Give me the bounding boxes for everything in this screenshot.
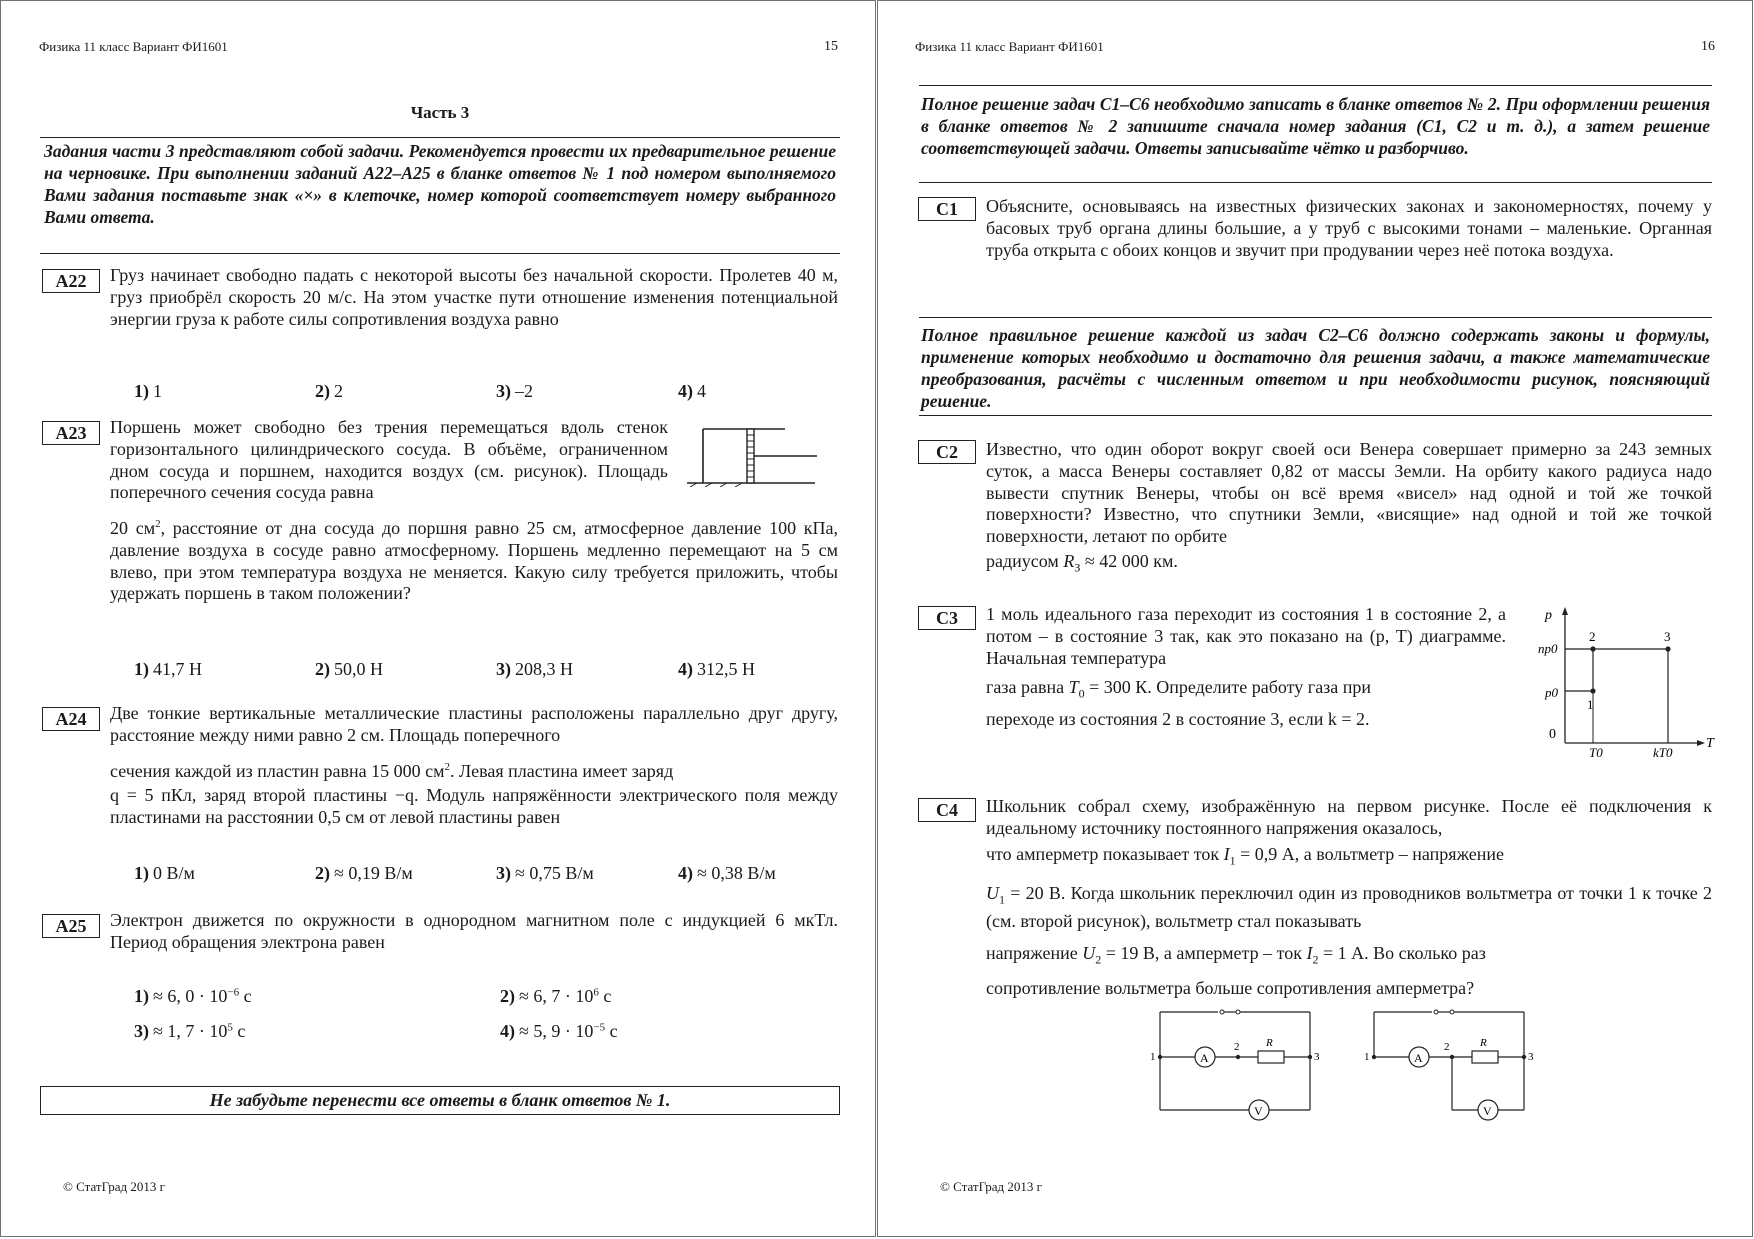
task-c4-text-5: сопротивление вольтметра больше сопротивления амперметра? xyxy=(986,978,1475,998)
task-c4-text-4: напряжение $U_2 = 19$ В, а амперметр – ток $I_2 = 1$ А. Во сколько раз xyxy=(986,943,1486,967)
option-a22-3: 3) –2 xyxy=(496,381,533,401)
origin-label: 0 xyxy=(1549,727,1556,742)
task-a22-text: Груз начинает свободно падать с некоторой высоты без начальной скорости. Пролетев 40 м, груз приобрёл скорость 20 м/с. На этом участке пути отношение изменения потенциальной энергии груза к работе силы сопротивления воздуха равно xyxy=(110,265,838,329)
option-a22-1: 1) 1 xyxy=(134,381,162,401)
answer-sheet-reminder: Не забудьте перенести все ответы в бланк ответов № 1. xyxy=(40,1086,840,1115)
c2-c6-instructions: Полное правильное решение каждой из задач С2–С6 должно содержать законы и формулы, применение которых необходимо и достаточно для решения задачи, а также математические преобразования, расчёты с численным ответом и при необходимости рисунок, поясняющий решение. xyxy=(921,325,1710,411)
state-point-2 xyxy=(1590,646,1595,651)
ammeter-label: A xyxy=(1414,1051,1423,1065)
option-a22-4: 4) 4 xyxy=(678,381,706,401)
node-3-label: 3 xyxy=(1528,1051,1534,1063)
task-c2-text: Известно, что один оборот вокруг своей оси Венера совершает примерно за 243 земных суток, а масса Венеры составляет 0,82 от массы Земли. На орбиту какого радиуса надо вывести спутник Венеры, чтобы он всё время «висел» над одной и той же точкой поверхности? Известно, что спутники Земли, «висящие» над одной и той же точкой поверхности, летают по орбите xyxy=(986,439,1712,547)
axis-label-t: T xyxy=(1706,736,1714,751)
divider xyxy=(919,182,1712,183)
task-tag-a22: A22 xyxy=(42,269,100,293)
option-a24-3: 3) ≈ 0,75 В/м xyxy=(496,863,594,883)
task-c4-text-1: Школьник собрал схему, изображённую на первом рисунке. После её подключения к идеальному источнику постоянного напряжения оказалось, xyxy=(986,796,1712,838)
page-number: 16 xyxy=(1701,39,1715,54)
task-c2-radius-line: радиусом $R_З \approx 42$ 000 км. xyxy=(986,551,1178,575)
pt-diagram xyxy=(1523,599,1723,759)
option-a25-4: 4) ≈ 5, $9 \cdot 10^{-5}$ с xyxy=(500,1021,618,1041)
option-a24-4: 4) ≈ 0,38 В/м xyxy=(678,863,776,883)
state-point-3 xyxy=(1665,646,1670,651)
tick-label-np0: np0 xyxy=(1538,641,1558,656)
task-c3-text-1: 1 моль идеального газа переходит из состояния 1 в состояние 2, а потом – в состояние 3 так, как это показано на (p, T) диаграмме. Начальная температура xyxy=(986,604,1506,668)
state-label-1: 1 xyxy=(1587,697,1594,712)
axis-label-p: p xyxy=(1545,608,1552,623)
piston-vessel-figure xyxy=(685,425,820,487)
divider xyxy=(919,415,1712,416)
task-tag-c2: C2 xyxy=(918,440,976,464)
divider xyxy=(919,85,1712,86)
part-title: Часть 3 xyxy=(410,103,470,122)
state-label-2: 2 xyxy=(1589,629,1596,644)
page-number: 15 xyxy=(824,39,838,54)
divider xyxy=(919,317,1712,318)
circuit-diagram-1 xyxy=(1146,1006,1326,1124)
c-part-instructions: Полное решение задач С1–С6 необходимо записать в бланке ответов № 2. При оформлении решения в бланке ответов № 2 запишите сначала номер задания (С1, С2 и т. д.), а затем решение соответствующей задачи. Ответы записывайте чётко и разборчиво. xyxy=(921,94,1710,158)
option-a23-1: 1) 41,7 Н xyxy=(134,659,202,679)
task-a24-text-2: сечения каждой из пластин равна 15 000 $см^2$. Левая пластина имеет заряд xyxy=(110,761,674,781)
option-a25-2: 2) ≈ 6, $7 \cdot 10^6$ с xyxy=(500,986,612,1006)
footer-copyright: © СтатГрад 2013 г xyxy=(940,1179,1042,1194)
resistor-label: R xyxy=(1480,1037,1487,1049)
task-c1-text: Объясните, основываясь на известных физических законах и закономерностях, почему у басовых труб органа длины большие, а у труб с высокими тонами – маленькие. Органная труба открыта с обоих концов и звучит при продувании через неё потока воздуха. xyxy=(986,196,1712,260)
state-point-1 xyxy=(1590,688,1595,693)
option-a23-4: 4) 312,5 Н xyxy=(678,659,755,679)
divider xyxy=(40,253,840,254)
task-a23-text-rest: 20 $см^2$, расстояние от дна сосуда до поршня равно 25 см, атмосферное давление 100 кПа, давление воздуха в сосуде равно атмосферному. Поршень медленно перемещают на 5 см влево, при этом температура воздуха не меняется. Какую силу требуется приложить, чтобы удержать поршень в таком положении? xyxy=(110,518,838,604)
tick-label-kt0: kT0 xyxy=(1653,745,1673,759)
divider xyxy=(40,137,840,138)
node-2-label: 2 xyxy=(1234,1041,1240,1053)
node-1-label: 1 xyxy=(1364,1051,1370,1063)
option-a24-1: 1) 0 В/м xyxy=(134,863,195,883)
task-c3-text-3: переходе из состояния 2 в состояние 3, если k = 2. xyxy=(986,709,1370,729)
task-c3-text-2: газа равна $T_0 = 300$ К. Определите работу газа при xyxy=(986,677,1372,701)
node-3-label: 3 xyxy=(1314,1051,1320,1063)
resistor-label: R xyxy=(1266,1037,1273,1049)
ammeter-label: A xyxy=(1200,1051,1209,1065)
voltmeter-label: V xyxy=(1483,1104,1492,1118)
task-tag-c3: C3 xyxy=(918,606,976,630)
tick-label-t0: T0 xyxy=(1589,745,1603,759)
circuit-diagram-2 xyxy=(1360,1006,1540,1124)
option-a24-2: 2) ≈ 0,19 В/м xyxy=(315,863,413,883)
task-tag-c4: C4 xyxy=(918,798,976,822)
task-c4-text-3: $U_1 = 20$ В. Когда школьник переключил один из проводников вольтметра от точки 1 к точке 2 (см. второй рисунок), вольтметр стал показывать xyxy=(986,883,1712,932)
option-a25-3: 3) ≈ 1, $7 \cdot 10^5$ с xyxy=(134,1021,246,1041)
tick-label-p0: p0 xyxy=(1545,685,1558,700)
footer-copyright: © СтатГрад 2013 г xyxy=(63,1179,165,1194)
voltmeter-label: V xyxy=(1254,1104,1263,1118)
option-a22-2: 2) 2 xyxy=(315,381,343,401)
option-a23-2: 2) 50,0 Н xyxy=(315,659,383,679)
right-page xyxy=(877,0,1753,1237)
task-tag-a25: A25 xyxy=(42,914,100,938)
task-a24-text-1: Две тонкие вертикальные металлические пластины расположены параллельно друг другу, расстояние между ними равно 2 см. Площадь поперечного xyxy=(110,703,838,745)
option-a25-1: 1) ≈ 6, $0 \cdot 10^{-6}$ с xyxy=(134,986,252,1006)
task-tag-a24: A24 xyxy=(42,707,100,731)
task-tag-c1: C1 xyxy=(918,197,976,221)
task-tag-a23: A23 xyxy=(42,421,100,445)
state-label-3: 3 xyxy=(1664,629,1671,644)
task-a25-text: Электрон движется по окружности в однородном магнитном поле с индукцией 6 мкТл. Период обращения электрона равен xyxy=(110,910,838,952)
part-instructions: Задания части 3 представляют собой задачи. Рекомендуется провести их предварительное решение на черновике. При выполнении заданий А22–А25 в бланке ответов № 1 под номером выполняемого Вами задания поставьте знак «×» в клеточке, номер которой соответствует номеру выбранного Вами ответа. xyxy=(44,141,836,227)
left-page xyxy=(0,0,876,1237)
task-a23-text-top: Поршень может свободно без трения перемещаться вдоль стенок горизонтального цилиндрического сосуда. В объёме, ограниченном дном сосуда и поршнем, находится воздух (см. рисунок). Площадь поперечного сечения сосуда равна xyxy=(110,417,668,503)
page-header-subject: Физика 11 класс Вариант ФИ1601 xyxy=(39,39,228,54)
task-c4-text-2: что амперметр показывает ток $I_1 = 0,9$ А, а вольтметр – напряжение xyxy=(986,844,1505,868)
node-2-label: 2 xyxy=(1444,1041,1450,1053)
task-a24-text-3: q = 5 пКл, заряд второй пластины −q. Модуль напряжённости электрического поля между пластинами на расстоянии 0,5 см от левой пластины равен xyxy=(110,785,838,827)
page-header-subject: Физика 11 класс Вариант ФИ1601 xyxy=(915,39,1104,54)
option-a23-3: 3) 208,3 Н xyxy=(496,659,573,679)
node-1-label: 1 xyxy=(1150,1051,1156,1063)
